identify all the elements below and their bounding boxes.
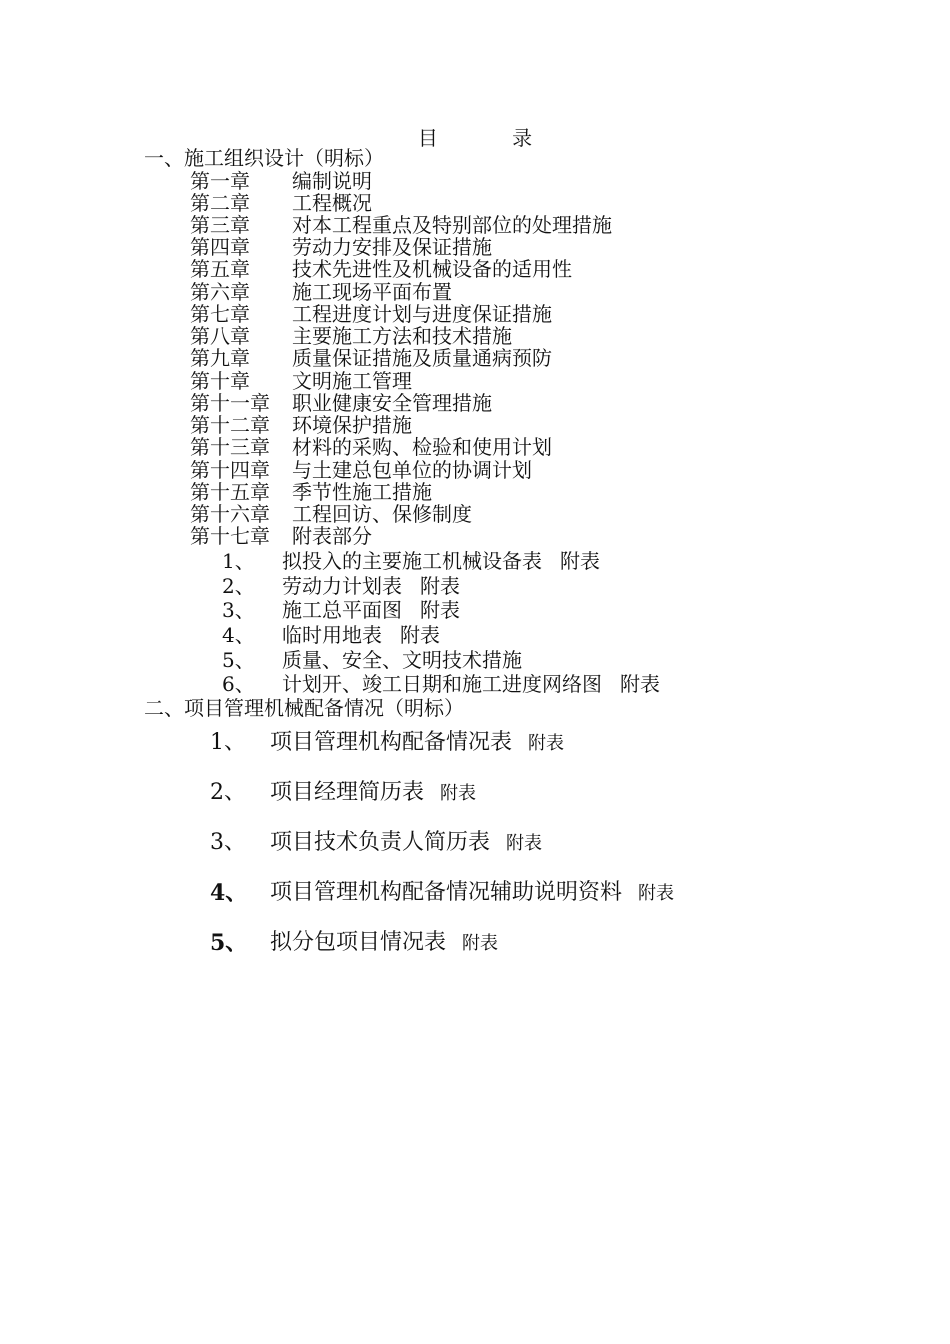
appendix-suffix: 附表 [620,672,660,696]
section2-suffix: 附表 [440,783,477,804]
chapter-title: 施工现场平面布置 [292,280,452,304]
chapter-label: 第十四章 [190,458,270,482]
chapter-title: 工程进度计划与进度保证措施 [292,302,552,326]
section2-suffix: 附表 [528,733,565,754]
chapter-label: 第九章 [190,346,250,370]
appendix-text: 拟投入的主要施工机械设备表 [282,549,542,573]
section2-number: 4、 [210,880,248,906]
chapter-title: 对本工程重点及特别部位的处理措施 [292,213,612,237]
appendix-number: 2、 [222,574,255,598]
section2-number: 3、 [210,830,246,855]
section2-text: 项目技术负责人简历表 [270,830,491,855]
chapter-label: 第四章 [190,235,250,259]
chapter-label: 第十六章 [190,502,270,526]
chapter-title: 职业健康安全管理措施 [292,391,492,415]
chapter-title: 环境保护措施 [292,413,412,437]
section2-suffix: 附表 [506,833,543,854]
section2-suffix: 附表 [462,933,499,954]
chapter-label: 第二章 [190,191,250,215]
section2-text: 项目管理机构配备情况表 [270,730,513,755]
appendix-number: 3、 [222,598,255,622]
appendix-suffix: 附表 [420,574,460,598]
section2-text: 拟分包项目情况表 [270,930,447,955]
chapter-title: 主要施工方法和技术措施 [292,324,512,348]
section2-text: 项目管理机构配备情况辅助说明资料 [270,880,623,905]
chapter-label: 第三章 [190,213,250,237]
chapter-title: 材料的采购、检验和使用计划 [292,435,552,459]
appendix-text: 施工总平面图 [282,598,402,622]
appendix-number: 5、 [222,648,255,672]
section2-text: 项目经理简历表 [270,780,425,805]
section-heading-1: 一、施工组织设计（明标） [144,146,384,170]
appendix-text: 质量、安全、文明技术措施 [282,648,522,672]
section2-number: 2、 [210,780,246,805]
chapter-label: 第十七章 [190,524,270,548]
appendix-text: 临时用地表 [282,623,382,647]
chapter-title: 文明施工管理 [292,369,412,393]
appendix-suffix: 附表 [420,598,460,622]
chapter-label: 第十五章 [190,480,270,504]
section2-number: 5、 [210,930,248,956]
chapter-title: 技术先进性及机械设备的适用性 [292,257,572,281]
appendix-number: 6、 [222,672,255,696]
chapter-title: 编制说明 [292,169,372,193]
section2-suffix: 附表 [638,883,675,904]
chapter-title: 工程概况 [292,191,372,215]
appendix-number: 1、 [222,549,255,573]
toc-title: 目 录 [417,126,567,150]
chapter-label: 第五章 [190,257,250,281]
chapter-label: 第十一章 [190,391,270,415]
chapter-label: 第八章 [190,324,250,348]
chapter-title: 与土建总包单位的协调计划 [292,458,532,482]
chapter-label: 第十二章 [190,413,270,437]
chapter-label: 第一章 [190,169,250,193]
appendix-text: 劳动力计划表 [282,574,402,598]
chapter-title: 季节性施工措施 [292,480,432,504]
section-heading-2: 二、项目管理机械配备情况（明标） [144,696,464,720]
appendix-number: 4、 [222,623,255,647]
chapter-title: 附表部分 [292,524,372,548]
chapter-label: 第十三章 [190,435,270,459]
appendix-suffix: 附表 [560,549,600,573]
section2-number: 1、 [210,730,246,755]
chapter-label: 第六章 [190,280,250,304]
chapter-label: 第十章 [190,369,250,393]
appendix-text: 计划开、竣工日期和施工进度网络图 [282,672,602,696]
chapter-title: 质量保证措施及质量通病预防 [292,346,552,370]
chapter-title: 工程回访、保修制度 [292,502,472,526]
chapter-label: 第七章 [190,302,250,326]
appendix-suffix: 附表 [400,623,440,647]
chapter-title: 劳动力安排及保证措施 [292,235,492,259]
